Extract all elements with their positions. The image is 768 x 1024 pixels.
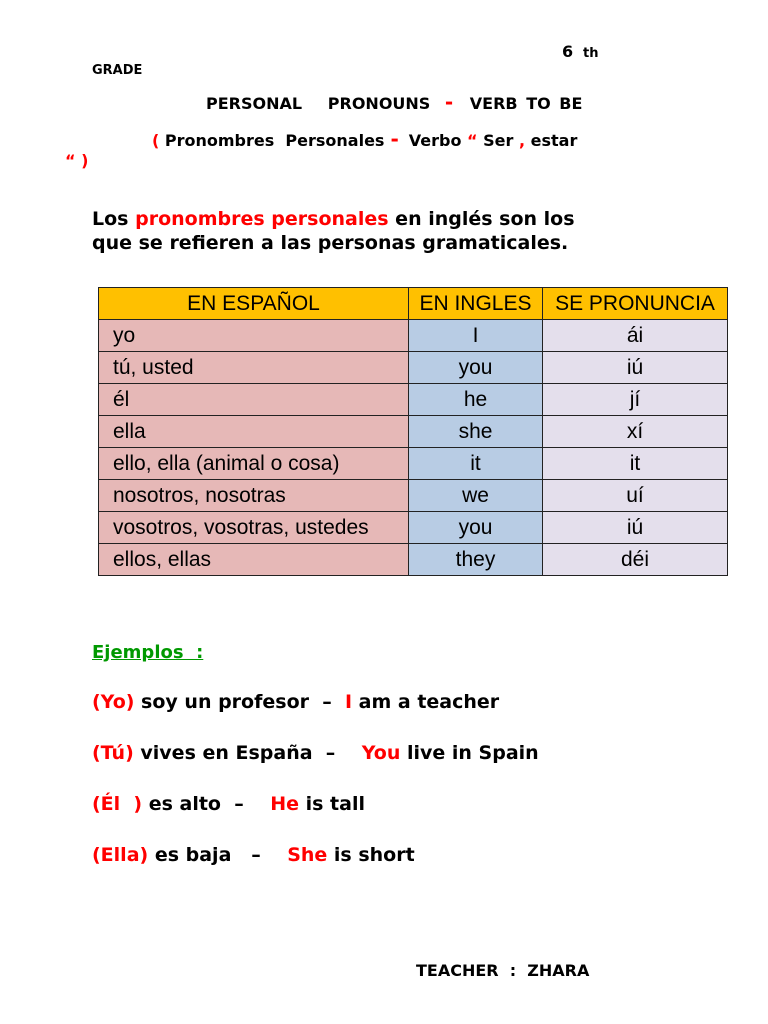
example-es-pronoun: (Yo) — [92, 691, 135, 713]
cell-pronunciation: xí — [543, 416, 728, 448]
subtitle-open-paren: ( — [152, 131, 160, 150]
cell-english: you — [409, 352, 543, 384]
example-en-pronoun: He — [270, 793, 299, 815]
grade-label: GRADE — [92, 63, 143, 78]
example-es-pronoun: (Él ) — [92, 793, 143, 815]
subtitle-part2: Verbo — [408, 131, 462, 150]
table-row — [99, 512, 728, 544]
cell-pronunciation: ái — [543, 320, 728, 352]
cell-english: they — [409, 544, 543, 576]
table-row — [99, 544, 728, 576]
cell-spanish: ello, ella (animal o cosa) — [99, 448, 409, 480]
example-es-rest: vives en España – — [133, 742, 362, 764]
subtitle-part1: Pronombres Personales — [159, 131, 385, 150]
title-left: PERSONAL PRONOUNS — [206, 94, 431, 113]
table-row — [99, 480, 728, 512]
example-en-pronoun: I — [344, 691, 353, 713]
subtitle-tail — [65, 151, 88, 170]
header-english: EN INGLES — [409, 288, 543, 320]
subtitle-quote-open: “ — [461, 131, 478, 150]
intro-line-1 — [92, 207, 575, 231]
header-spanish: EN ESPAÑOL — [99, 288, 409, 320]
subtitle-part4: estar — [525, 131, 578, 150]
example-es-pronoun: (Ella) — [92, 844, 149, 866]
example-en-pronoun: She — [287, 844, 328, 866]
subtitle-comma: , — [513, 131, 526, 150]
cell-spanish: tú, usted — [99, 352, 409, 384]
example-en-pronoun: You — [361, 742, 401, 764]
cell-spanish: vosotros, vosotras, ustedes — [99, 512, 409, 544]
table-row — [99, 416, 728, 448]
example-es-pronoun: (Tú) — [92, 742, 134, 764]
cell-english: he — [409, 384, 543, 416]
cell-pronunciation: déi — [543, 544, 728, 576]
cell-pronunciation: uí — [543, 480, 728, 512]
table-row — [99, 352, 728, 384]
teacher-signature: TEACHER : ZHARA — [416, 961, 590, 980]
intro-paragraph — [92, 207, 575, 255]
grade-suffix: th — [583, 46, 599, 61]
pronoun-table — [98, 287, 728, 576]
cell-spanish: ella — [99, 416, 409, 448]
cell-spanish: ellos, ellas — [99, 544, 409, 576]
subtitle-part3: Ser — [477, 131, 514, 150]
cell-english: it — [409, 448, 543, 480]
page-title — [206, 90, 582, 114]
cell-english: she — [409, 416, 543, 448]
example-en-rest: is tall — [298, 793, 365, 815]
table-row — [99, 448, 728, 480]
title-right: VERB TO BE — [469, 94, 583, 113]
table-row — [99, 320, 728, 352]
table-row — [99, 384, 728, 416]
intro-highlight: pronombres personales — [135, 208, 389, 230]
cell-spanish: él — [99, 384, 409, 416]
title-dash: - — [444, 90, 454, 114]
example-sentence — [92, 793, 365, 815]
cell-spanish: yo — [99, 320, 409, 352]
cell-english: I — [409, 320, 543, 352]
grade-number: 6 — [562, 42, 574, 61]
example-sentence — [92, 742, 539, 764]
subtitle-dash: - — [390, 127, 399, 151]
example-sentence — [92, 844, 415, 866]
table-header-row — [99, 288, 728, 320]
subtitle-quote-close: “ — [65, 151, 76, 170]
example-en-rest: is short — [327, 844, 415, 866]
intro-after: en inglés son los — [388, 208, 575, 230]
example-es-rest: soy un profesor – — [134, 691, 345, 713]
cell-english: you — [409, 512, 543, 544]
intro-before: Los — [92, 208, 136, 230]
example-es-rest: es baja – — [148, 844, 288, 866]
cell-pronunciation: iú — [543, 352, 728, 384]
cell-spanish: nosotros, nosotras — [99, 480, 409, 512]
example-sentence — [92, 691, 499, 713]
page-subtitle — [152, 127, 577, 151]
header-pronunciation: SE PRONUNCIA — [543, 288, 728, 320]
example-en-rest: live in Spain — [400, 742, 539, 764]
cell-pronunciation: it — [543, 448, 728, 480]
cell-pronunciation: jí — [543, 384, 728, 416]
example-en-rest: am a teacher — [352, 691, 500, 713]
cell-english: we — [409, 480, 543, 512]
example-es-rest: es alto – — [142, 793, 271, 815]
cell-pronunciation: iú — [543, 512, 728, 544]
subtitle-close-paren: ) — [75, 151, 89, 170]
examples-heading: Ejemplos : — [92, 642, 204, 663]
intro-line-2: que se refieren a las personas gramaticales. — [92, 232, 569, 254]
